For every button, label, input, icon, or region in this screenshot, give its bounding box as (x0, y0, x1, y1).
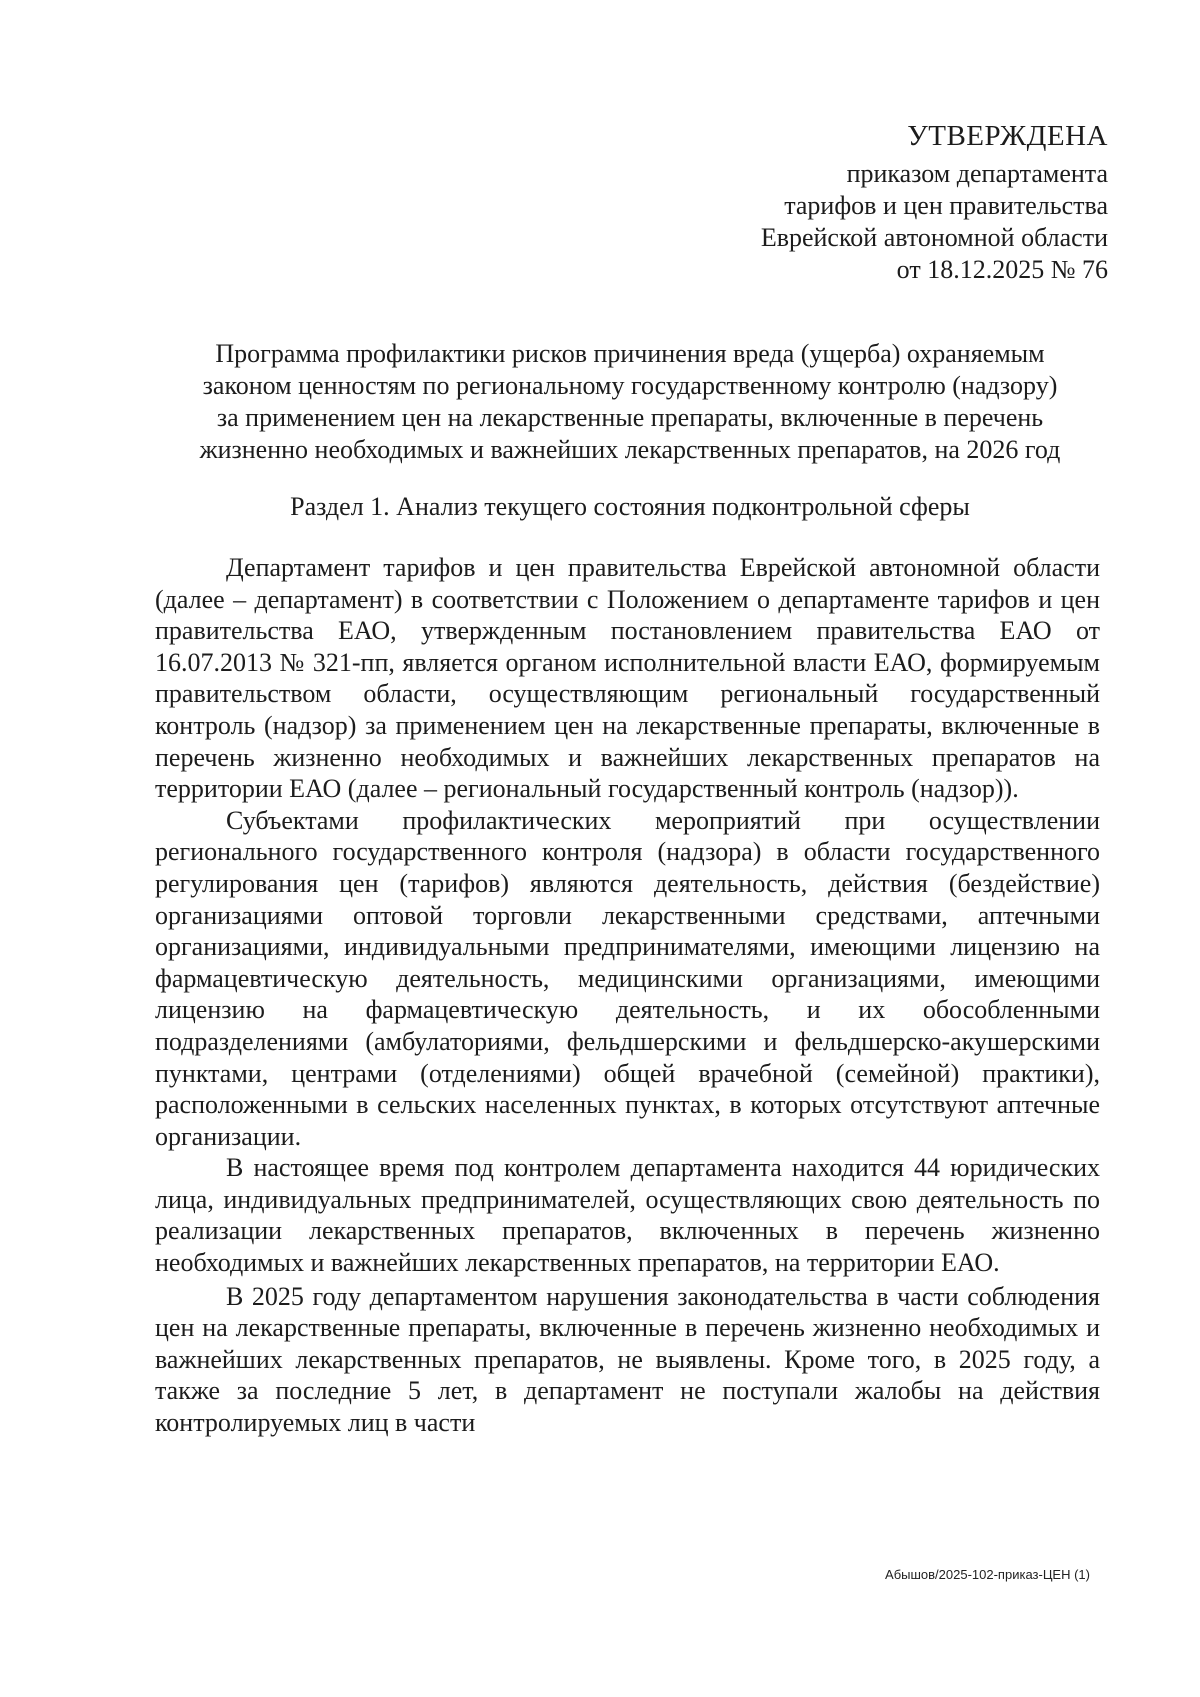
approval-stamp (761, 120, 1108, 286)
approval-line: тарифов и цен правительства (784, 191, 1108, 220)
document-footer-code: Абышов/2025-102-приказ-ЦЕН (1) (885, 1567, 1090, 1582)
approval-line: Еврейской автономной области (760, 223, 1108, 252)
body-paragraph: В настоящее время под контролем департамента находится 44 юридических лица, индивидуальных предпринимателей, осуществляющих свою деятельность по реализации лекарственных препаратов, включенных в перечень жизненно необходимых и важнейших лекарственных препаратов, на территории ЕАО. (155, 1153, 1100, 1278)
section-heading: Раздел 1. Анализ текущего состояния подконтрольной сферы (290, 492, 970, 521)
body-paragraph: Департамент тарифов и цен правительства Еврейской автономной области (далее – департамент) в соответствии с Положением о департаменте тарифов и цен правительства ЕАО, утвержденным постановлением правительства ЕАО от 16.07.2013 № 321-пп, является органом исполнительной власти ЕАО, формируемым правительством области, осуществляющим региональный государственный контроль (надзор) за применением цен на лекарственные препараты, включенные в перечень жизненно необходимых и важнейших лекарственных препаратов на территории ЕАО (далее – региональный государственный контроль (надзор)). (155, 553, 1100, 804)
title-line: жизненно необходимых и важнейших лекарственных препаратов, на 2026 год (199, 435, 1061, 464)
approval-line: приказом департамента (846, 159, 1108, 188)
approval-date-number: от 18.12.2025 № 76 (896, 255, 1108, 284)
title-line: Программа профилактики рисков причинения вреда (ущерба) охраняемым (215, 339, 1045, 368)
body-paragraph: В 2025 году департаментом нарушения законодательства в части соблюдения цен на лекарственные препараты, включенные в перечень жизненно необходимых и важнейших лекарственных препаратов, не выявлены. Кроме того, в 2025 году, а также за последние 5 лет, в департамент не поступали жалобы на действия контролируемых лиц в части (155, 1281, 1100, 1438)
document-body (155, 552, 1100, 1439)
title-line: за применением цен на лекарственные препараты, включенные в перечень (216, 403, 1044, 432)
body-paragraph: Субъектами профилактических мероприятий при осуществлении регионального государственного контроля (надзора) в области государственного регулирования цен (тарифов) являются деятельность, действия (бездействие) организациями оптовой торговли лекарственными средствами, аптечными организациями, индивидуальными предпринимателями, имеющими лицензию на фармацевтическую деятельность, медицинскими организациями, имеющими лицензию на фармацевтическую деятельность, и их обособленными подразделениями (амбулаториями, фельдшерскими и фельдшерско-акушерскими пунктами, центрами (отделениями) общей врачебной (семейной) практики), расположенными в сельских населенных пунктах, в которых отсутствуют аптечные организации. (155, 805, 1100, 1151)
title-line: законом ценностям по региональному государственному контролю (надзору) (202, 371, 1058, 400)
approval-heading: УТВЕРЖДЕНА (907, 120, 1108, 152)
document-title (150, 338, 1110, 466)
